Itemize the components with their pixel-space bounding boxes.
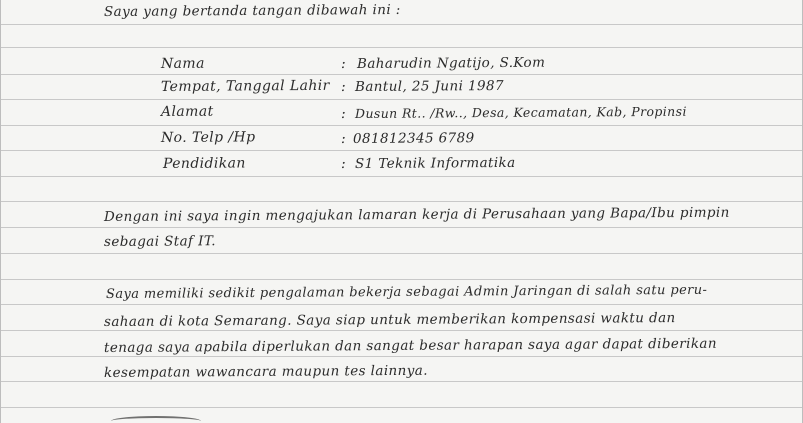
ruled-line (1, 176, 803, 177)
ruled-line (1, 304, 803, 305)
ruled-line (1, 150, 803, 151)
ruled-line (1, 99, 803, 100)
ruled-line (1, 74, 803, 75)
ruled-line (1, 330, 803, 331)
field-value-pendidikan: S1 Teknik Informatika (354, 154, 516, 172)
paragraph1-line: Dengan ini saya ingin mengajukan lamaran kerja di Perusahaan yang Bapa/Ibu pimpin (103, 204, 730, 225)
field-value-tempat-tanggal-lahir: Bantul, 25 Juni 1987 (354, 77, 504, 95)
field-colon: : (340, 105, 347, 122)
ruled-line (1, 253, 803, 254)
ruled-line (1, 356, 803, 357)
field-colon: : (340, 78, 347, 95)
field-colon: : (340, 130, 347, 147)
paragraph2-line: tenaga saya apabila diperlukan dan sangat besar harapan saya agar dapat diberikan (103, 335, 717, 356)
field-value-alamat: Dusun Rt.. /Rw.., Desa, Kecamatan, Kab, Propinsi (354, 103, 687, 121)
ruled-line (1, 227, 803, 228)
paragraph1-line: sebagai Staf IT. (103, 233, 217, 250)
ruled-line (1, 47, 803, 48)
paragraph2-line: sahaan di kota Semarang. Saya siap untuk memberikan kompensasi waktu dan (103, 310, 676, 330)
ruled-line (1, 407, 803, 408)
paragraph2-line: kesempatan wawancara maupun tes lainnya. (103, 362, 428, 381)
ruled-line (1, 24, 803, 25)
paragraph2-line: Saya memiliki sedikit pengalaman bekerja sebagai Admin Jaringan di salah satu peru- (105, 282, 708, 302)
field-label-tempat-tanggal-lahir: Tempat, Tanggal Lahir (160, 77, 330, 95)
ruled-line (1, 201, 803, 202)
ruled-line (1, 279, 803, 280)
ruled-line (1, 125, 803, 126)
field-label-pendidikan: Pendidikan (162, 155, 246, 172)
field-label-alamat: Alamat (160, 103, 214, 120)
field-colon: : (340, 55, 347, 72)
field-value-nama: Baharudin Ngatijo, S.Kom (356, 54, 546, 72)
field-colon: : (340, 155, 347, 172)
ruled-line (1, 381, 803, 382)
field-label-nama: Nama (160, 55, 205, 72)
cut-off-handwriting (111, 416, 201, 423)
field-label-no-telp: No. Telp /Hp (160, 129, 256, 146)
intro-text: Saya yang bertanda tangan dibawah ini : (103, 1, 401, 20)
field-value-no-telp: 081812345 6789 (352, 130, 475, 147)
